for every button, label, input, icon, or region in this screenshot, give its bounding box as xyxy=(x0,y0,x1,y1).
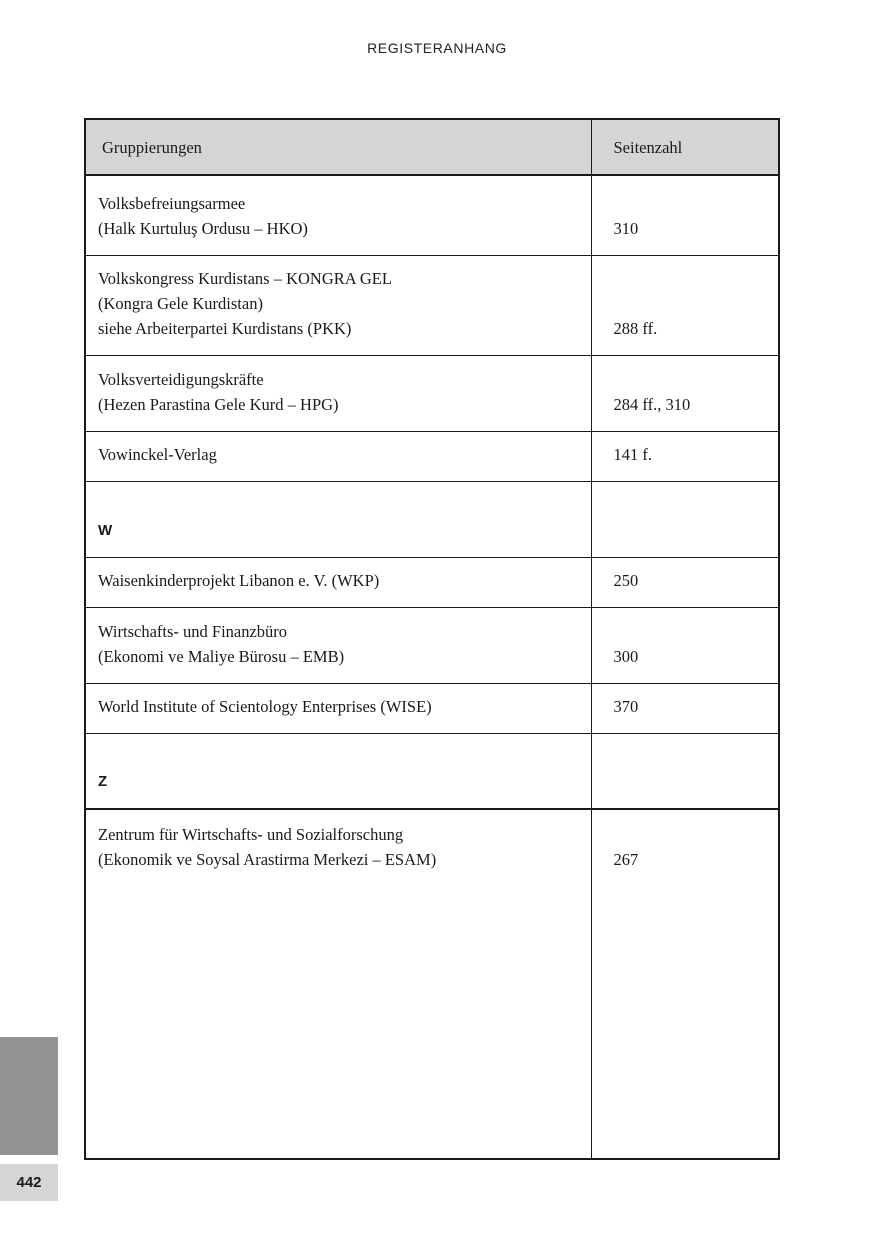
group-name-cell xyxy=(85,431,591,481)
chapter-thumb-tab xyxy=(0,1037,58,1155)
table-row xyxy=(85,557,779,607)
group-name-line: Zentrum für Wirtschafts- und Sozialforschung xyxy=(98,825,404,844)
page-number-cell: 300 xyxy=(591,607,779,683)
letter-row xyxy=(85,481,779,557)
page-number-cell: 370 xyxy=(591,683,779,733)
group-name-line: (Ekonomi ve Maliye Bürosu – EMB) xyxy=(98,646,345,666)
table-row xyxy=(85,607,779,683)
column-header-groups: Gruppierungen xyxy=(85,119,591,175)
page-number-cell: 267 xyxy=(591,809,779,1159)
table-row xyxy=(85,683,779,733)
group-name-line: Volkskongress Kurdistans – KONGRA GEL xyxy=(98,268,392,288)
group-name-line: Wirtschafts- und Finanzbüro xyxy=(98,621,288,641)
group-name-cell xyxy=(85,809,591,1159)
group-name-cell xyxy=(85,255,591,355)
column-header-page: Seitenzahl xyxy=(591,119,779,175)
table-row xyxy=(85,175,779,255)
section-letter: Z xyxy=(85,733,591,809)
table-row xyxy=(85,431,779,481)
section-letter: W xyxy=(85,481,591,557)
page-number: 442 xyxy=(0,1164,58,1201)
page-number-cell: 250 xyxy=(591,557,779,607)
group-name-line: (Kongra Gele Kurdistan) xyxy=(98,293,263,313)
running-head: REGISTERANHANG xyxy=(367,40,507,56)
group-name-cell xyxy=(85,683,591,733)
group-name-line: (Halk Kurtuluş Ordusu – HKO) xyxy=(98,218,308,238)
group-name-line: Vowinckel-Verlag xyxy=(98,444,217,464)
page-number-cell: 284 ff., 310 xyxy=(591,355,779,431)
page-number-cell: 310 xyxy=(591,175,779,255)
page-number-cell: 288 ff. xyxy=(591,255,779,355)
group-name-cell xyxy=(85,557,591,607)
group-name-line: Waisenkinderprojekt Libanon e. V. (WKP) xyxy=(98,570,380,590)
group-name-line: World Institute of Scientology Enterprises (WISE) xyxy=(98,696,432,716)
register-table xyxy=(84,118,780,1160)
page-number-cell: 141 f. xyxy=(591,431,779,481)
group-name-line: siehe Arbeiterpartei Kurdistans (PKK) xyxy=(98,318,352,338)
group-name-line: (Ekonomik ve Soysal Arastirma Merkezi – ESAM) xyxy=(98,850,437,869)
letter-row xyxy=(85,733,779,809)
page-number-cell xyxy=(591,481,779,557)
group-name-cell xyxy=(85,607,591,683)
table-row xyxy=(85,355,779,431)
page-number-cell xyxy=(591,733,779,809)
group-name-cell xyxy=(85,175,591,255)
group-name-line: Volksbefreiungsarmee xyxy=(98,193,246,213)
table-header-row xyxy=(85,119,779,175)
table-row xyxy=(85,809,779,1159)
group-name-cell xyxy=(85,355,591,431)
group-name-line: Volksverteidigungskräfte xyxy=(98,369,264,389)
group-name-line: (Hezen Parastina Gele Kurd – HPG) xyxy=(98,394,339,414)
table-row xyxy=(85,255,779,355)
